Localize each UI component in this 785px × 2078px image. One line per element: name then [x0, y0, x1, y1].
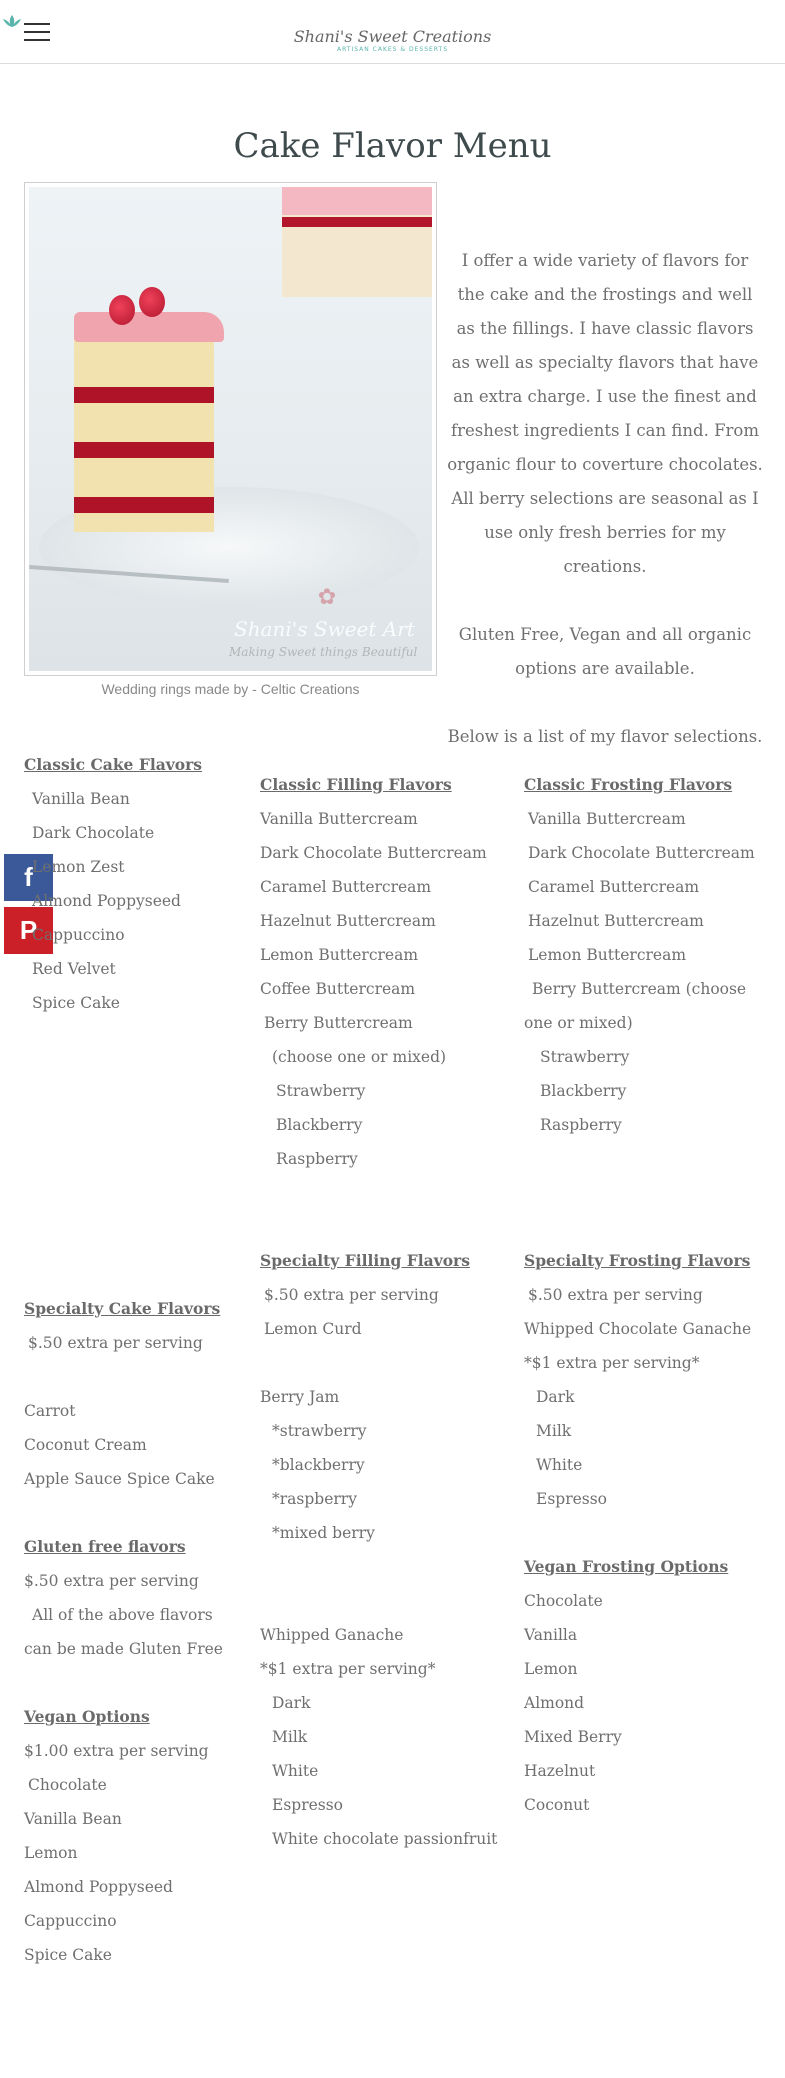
- intro-paragraph: Gluten Free, Vegan and all organic options are available.: [458, 625, 752, 678]
- list-item: Almond Poppyseed: [24, 1878, 173, 1896]
- list-item: Dark: [272, 1694, 311, 1712]
- intro-text: [446, 244, 764, 788]
- list-item: Dark Chocolate: [32, 824, 155, 842]
- specialty-frosting-column: [524, 1244, 764, 1822]
- list-item: Vanilla Buttercream: [260, 810, 418, 828]
- list-item: Lemon Curd: [264, 1320, 362, 1338]
- list-item: Coconut Cream: [24, 1436, 147, 1454]
- image-caption: Wedding rings made by - Celtic Creations: [101, 681, 360, 697]
- list-item: Lemon Buttercream: [528, 946, 687, 964]
- cake-image: [24, 182, 437, 676]
- list-item: Caramel Buttercream: [528, 878, 700, 896]
- list-item: Berry Jam: [260, 1388, 340, 1406]
- list-item: White chocolate passionfruit: [272, 1830, 498, 1848]
- list-item: Blackberry: [276, 1116, 363, 1134]
- list-item: Lemon: [524, 1660, 578, 1678]
- list-item: Vanilla Bean: [32, 790, 130, 808]
- classic-filling-column: [260, 768, 500, 1176]
- list-item: Berry Buttercream (choose one or mixed): [524, 980, 747, 1032]
- list-item: Coconut: [524, 1796, 590, 1814]
- list-item: Cappuccino: [24, 1912, 117, 1930]
- list-item: Vanilla Bean: [24, 1810, 122, 1828]
- list-item: White: [536, 1456, 583, 1474]
- list-item: Spice Cake: [32, 994, 120, 1012]
- list-item: Berry Buttercream: [264, 1014, 413, 1032]
- intro-paragraph: Below is a list of my flavor selections.: [447, 727, 763, 746]
- intro-paragraph: I offer a wide variety of flavors for the cake and the frostings and well as the fillings. I have classic flavors as well as specialty flavors that have an extra charge. I use the finest and freshest ingredients I can find. From organic flour to coverture chocolates. All berry selections are seasonal as I use only fresh berries for my creations.: [447, 251, 763, 576]
- jam-layer: [74, 387, 214, 403]
- list-item: (choose one or mixed): [272, 1048, 447, 1066]
- list-item: Spice Cake: [24, 1946, 112, 1964]
- facebook-icon: f: [24, 862, 33, 892]
- section-heading: Classic Frosting Flavors: [524, 775, 733, 794]
- list-item: Almond Poppyseed: [32, 892, 181, 910]
- site-logo[interactable]: [0, 14, 785, 54]
- list-item: Strawberry: [540, 1048, 630, 1066]
- list-item: Lemon: [24, 1844, 78, 1862]
- list-item: Raspberry: [540, 1116, 622, 1134]
- list-item: Apple Sauce Spice Cake: [24, 1470, 215, 1488]
- list-item: *blackberry: [272, 1456, 365, 1474]
- section-heading: Vegan Options: [24, 1707, 150, 1726]
- list-item: Whipped Ganache: [260, 1626, 404, 1644]
- specialty-filling-column: [260, 1244, 510, 1856]
- list-item: Chocolate: [28, 1776, 107, 1794]
- price-note: *$1 extra per serving*: [260, 1660, 436, 1678]
- section-heading: Classic Filling Flavors: [260, 775, 452, 794]
- lotus-icon: [0, 14, 24, 28]
- price-note: $.50 extra per serving: [264, 1286, 439, 1304]
- list-item: Cappuccino: [32, 926, 125, 944]
- section-heading: Specialty Frosting Flavors: [524, 1251, 751, 1270]
- lotus-icon: ✿: [317, 585, 337, 610]
- jam-layer: [74, 497, 214, 513]
- list-item: Coffee Buttercream: [260, 980, 416, 998]
- pinterest-icon: P: [19, 915, 38, 945]
- page-title: Cake Flavor Menu: [233, 126, 552, 166]
- list-item: Espresso: [272, 1796, 344, 1814]
- list-item: Carrot: [24, 1402, 76, 1420]
- list-item: Caramel Buttercream: [260, 878, 432, 896]
- list-item: Dark Chocolate Buttercream: [528, 844, 755, 862]
- list-item: *raspberry: [272, 1490, 357, 1508]
- site-header: [0, 0, 785, 64]
- list-item: Hazelnut: [524, 1762, 596, 1780]
- list-item: Strawberry: [276, 1082, 366, 1100]
- logo-tagline: ARTISAN CAKES & DESSERTS: [336, 46, 449, 53]
- image-watermark: Shani's Sweet Art: [234, 617, 415, 641]
- cake-photo: [29, 187, 432, 671]
- list-item: *mixed berry: [272, 1524, 375, 1542]
- jam-layer: [74, 442, 214, 458]
- section-heading: Vegan Frosting Options: [524, 1557, 729, 1576]
- list-item: Lemon Zest: [32, 858, 125, 876]
- logo-name: Shani's Sweet Creations: [293, 27, 492, 46]
- list-item: Milk: [536, 1422, 572, 1440]
- list-item: Raspberry: [276, 1150, 358, 1168]
- raspberry: [109, 295, 135, 325]
- list-item: Chocolate: [524, 1592, 603, 1610]
- list-item: Milk: [272, 1728, 308, 1746]
- section-heading: Classic Cake Flavors: [24, 755, 202, 774]
- cake-stand-jam: [282, 217, 432, 227]
- raspberry: [139, 287, 165, 317]
- price-note: $1.00 extra per serving: [24, 1742, 209, 1760]
- list-item: Vanilla Buttercream: [528, 810, 686, 828]
- price-note: *$1 extra per serving*: [524, 1354, 700, 1372]
- list-item: Red Velvet: [32, 960, 116, 978]
- classic-frosting-column: [524, 768, 764, 1142]
- list-item: Dark: [536, 1388, 575, 1406]
- specialty-cake-column: [24, 1292, 224, 1972]
- gluten-free-note: All of the above flavors can be made Gluten Free: [24, 1606, 223, 1658]
- price-note: $.50 extra per serving: [528, 1286, 703, 1304]
- list-item: Espresso: [536, 1490, 608, 1508]
- list-item: Vanilla: [524, 1626, 578, 1644]
- price-note: $.50 extra per serving: [24, 1572, 199, 1590]
- classic-cake-column: [24, 748, 224, 1020]
- list-item: White: [272, 1762, 319, 1780]
- price-note: $.50 extra per serving: [28, 1334, 203, 1352]
- image-watermark-sub: Making Sweet things Beautiful: [229, 645, 418, 659]
- list-item: Hazelnut Buttercream: [260, 912, 436, 930]
- list-item: Mixed Berry: [524, 1728, 622, 1746]
- list-item: Hazelnut Buttercream: [528, 912, 704, 930]
- list-item: *strawberry: [272, 1422, 367, 1440]
- list-item: Whipped Chocolate Ganache: [524, 1320, 752, 1338]
- list-item: Almond: [524, 1694, 585, 1712]
- section-heading: Specialty Filling Flavors: [260, 1251, 470, 1270]
- list-item: Blackberry: [540, 1082, 627, 1100]
- list-item: Dark Chocolate Buttercream: [260, 844, 487, 862]
- section-heading: Specialty Cake Flavors: [24, 1299, 221, 1318]
- section-heading: Gluten free flavors: [24, 1537, 186, 1556]
- list-item: Lemon Buttercream: [260, 946, 419, 964]
- cake-stand-frosting: [282, 187, 432, 215]
